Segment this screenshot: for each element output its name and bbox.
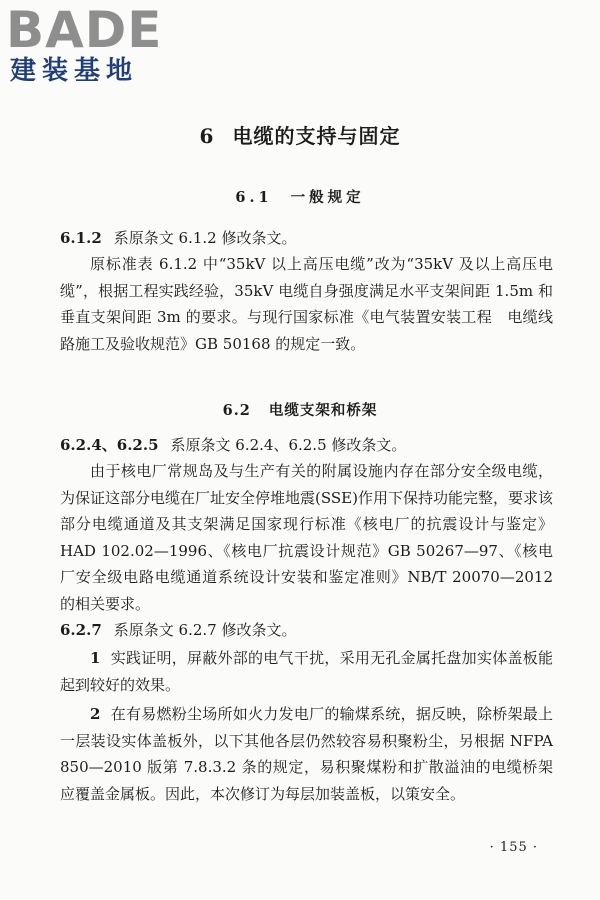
- clause-text: 系原条文 6.2.7 修改条文。: [113, 621, 297, 639]
- section-number: 6.2: [222, 402, 251, 419]
- page-number: · 155 ·: [489, 840, 538, 855]
- section-title: 一般规定: [290, 189, 365, 206]
- clause-number: 6.2.4、6.2.5: [60, 436, 159, 454]
- section-heading-6-2: [0, 399, 600, 420]
- clause-number: 6.1.2: [60, 229, 102, 247]
- chapter-number: 6: [199, 124, 215, 148]
- item-text: 在有易燃粉尘场所如火力发电厂的输煤系统，据反映，除桥架最上一层装设实体盖板外，以下其他各层仍然较容易积聚粉尘，另根据 NFPA 850—2010 版第 7.8.3.2 条的规定，易积聚煤粉和扩散溢油的电缆桥架应覆盖金属板。因此，本次修订为每层加装盖板，以策安全。: [60, 705, 553, 803]
- clause-6-2-4-6-2-5: [60, 432, 553, 459]
- clause-number: 6.2.7: [60, 621, 102, 639]
- list-item: [60, 701, 553, 807]
- watermark-logo: [6, 1, 163, 86]
- body-paragraph: 由于核电厂常规岛及与生产有关的附属设施内存在部分安全级电缆，为保证这部分电缆在厂址安全停堆地震(SSE)作用下保持功能完整，要求该部分电缆通道及其支架满足国家现行标准《核电厂的抗震设计与鉴定》HAD 102.02—1996、《核电厂抗震设计规范》GB 50267—97、《核电厂安全级电路电缆通道系统设计安装和鉴定准则》NB/T 20070—2012 的相关要求。: [60, 462, 553, 613]
- section-number: 6.1: [235, 189, 273, 206]
- section-heading-6-1: [0, 186, 600, 207]
- clause-6-2-7: [60, 617, 553, 644]
- item-number: 2: [90, 705, 101, 723]
- chapter-title: 电缆的支持与固定: [232, 124, 401, 148]
- item-number: 1: [90, 649, 101, 667]
- chapter-heading: [0, 120, 600, 149]
- body-paragraph: 原标准表 6.1.2 中“35kV 以上高压电缆”改为“35kV 及以上高压电缆”，根据工程实践经验，35kV 电缆自身强度满足水平支架间距 1.5m 和垂直支架间距 3m 的要求。与现行国家标准《电气装置安装工程 电缆线路施工及验收规范》GB 50168 的规定一致。: [60, 255, 553, 353]
- clause-text: 系原条文 6.1.2 修改条文。: [113, 229, 297, 247]
- item-text: 实践证明，屏蔽外部的电气干扰，采用无孔金属托盘加实体盖板能起到较好的效果。: [60, 649, 553, 694]
- list-item: [60, 645, 553, 698]
- section-title: 电缆支架和桥架: [268, 402, 378, 419]
- logo-subtitle: 建装基地: [10, 56, 139, 86]
- clause-text: 系原条文 6.2.4、6.2.5 修改条文。: [170, 436, 407, 454]
- clause-6-1-2: [60, 225, 553, 252]
- logo-brand-text: BADE: [6, 1, 163, 59]
